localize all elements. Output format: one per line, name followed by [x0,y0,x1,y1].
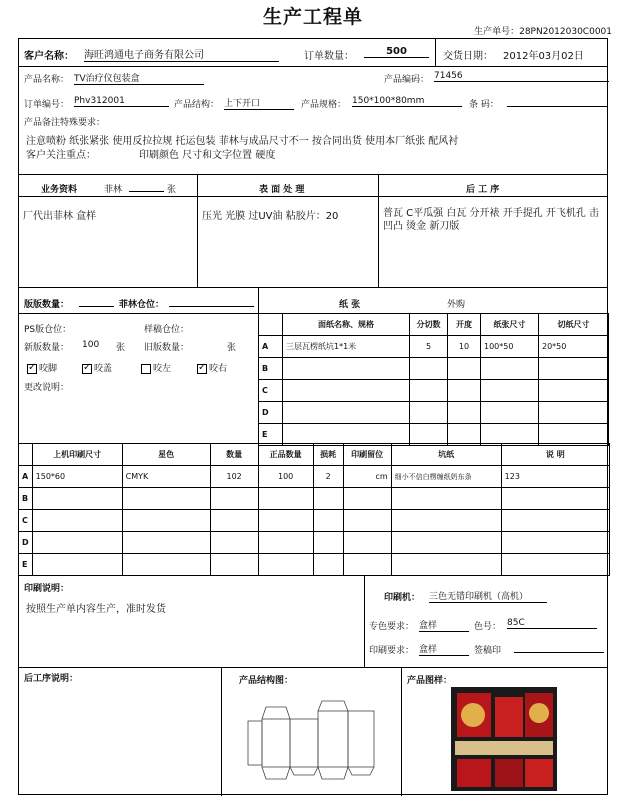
print-table [18,443,610,576]
paper-label: 纸 张 [339,300,361,310]
print-loss-cell[interactable]: 2 [313,466,343,488]
print-loss-cell[interactable] [313,510,343,532]
checkbox-icon [197,364,207,374]
order-no-label: 订单编号： [24,100,70,110]
paper-name-cell[interactable]: 三层瓦楞纸坑1*1米 [283,336,410,358]
print-good-cell[interactable]: 100 [258,466,313,488]
bite-cover-check[interactable] [82,361,112,374]
print-flute-cell[interactable]: 细小不信白楞缠纸奶东条 [391,466,501,488]
print-qty-cell[interactable] [210,532,258,554]
paper-table [258,313,609,446]
row-tag: D [259,402,283,424]
paper-cutsize-cell[interactable]: 20*50 [539,336,609,358]
print-flute-cell[interactable] [391,554,501,576]
page-title: 生产工程单 [262,6,363,28]
row-tag: B [259,358,283,380]
print-qty-cell[interactable] [210,554,258,576]
doc-number [474,24,612,37]
paper-cut-cell[interactable] [410,402,448,424]
new-qty-field[interactable]: 100 [82,340,100,350]
product-name-field[interactable]: TV治疗仪包装盒 [74,71,204,85]
paper-name-cell[interactable] [283,358,410,380]
print-note-cell[interactable]: 123 [501,466,609,488]
req-label: 印刷要求： [369,646,415,656]
print-good-cell[interactable] [258,554,313,576]
bite-right-label: 咬右 [209,364,228,374]
paper-type: 外购 [447,300,466,310]
print-header-size: 上机印刷尺寸 [32,444,122,466]
spec-field[interactable]: 150*100*80mm [352,96,462,107]
barcode-field[interactable] [507,96,607,107]
film-label: 菲林 [104,185,123,195]
print-header-loss: 损耗 [313,444,343,466]
bite-foot-check[interactable] [27,361,57,374]
print-good-cell[interactable] [258,488,313,510]
print-note-cell[interactable] [501,488,609,510]
surface-label: 表 面 处 理 [259,185,305,195]
film-qty-field[interactable] [129,181,164,192]
row-tag: C [19,510,33,532]
print-color-cell[interactable] [122,488,210,510]
row-tag: A [19,466,33,488]
ps-pos-label: PS版仓位： [24,325,72,335]
color-no-field[interactable]: 85C [507,618,597,629]
paper-open-cell[interactable] [448,380,481,402]
bite-cover-label: 咬盖 [94,364,113,374]
checkbox-icon [82,364,92,374]
req-field[interactable]: 盒样 [419,642,469,656]
print-margin-cell[interactable] [343,488,391,510]
order-no-field[interactable]: Phv312001 [74,96,169,107]
row-tag: E [259,424,283,446]
paper-header-cut: 分切数 [410,314,448,336]
spec-label: 产品规格： [301,100,347,110]
table-row [19,466,610,488]
sample-pos-label: 样稿仓位： [144,325,190,335]
order-qty-field[interactable]: 500 [364,46,429,58]
print-header-color: 星色 [122,444,210,466]
product-code-field[interactable]: 71456 [434,71,609,82]
print-note-cell[interactable] [501,510,609,532]
table-row [19,510,610,532]
plate-qty-field[interactable] [79,296,114,307]
print-loss-cell[interactable] [313,532,343,554]
film-unit: 张 [167,185,177,195]
color-no-label: 色号： [474,622,502,632]
paper-cut-cell[interactable] [410,380,448,402]
print-size-cell[interactable] [32,488,122,510]
checkbox-icon [27,364,37,374]
paper-cutsize-cell[interactable] [539,380,609,402]
machine-label: 印刷机： [384,593,421,603]
post-process-label: 后 工 序 [466,185,500,195]
customer-field[interactable]: 海旺鸿通电子商务有限公司 [84,46,279,62]
table-row [259,336,609,358]
old-qty-unit: 张 [227,343,237,353]
print-header-margin: 印刷留位 [343,444,391,466]
box-dieline-diagram [244,699,384,789]
plate-qty-label: 版版数量： [24,300,70,310]
paper-size-cell[interactable] [481,380,539,402]
spot-field[interactable]: 盒样 [419,618,469,632]
print-loss-cell[interactable] [313,488,343,510]
print-size-cell[interactable] [32,532,122,554]
notes-line: 注意喷粉 纸张紧张 使用反拉拉规 托运包装 菲林与成品尺寸不一 按合同出货 使用本厂纸张 配风衬 [26,136,459,147]
print-margin-cell[interactable] [343,554,391,576]
row-tag: D [19,532,33,554]
print-good-cell[interactable] [258,532,313,554]
post-notes-label: 后工序说明： [24,674,79,684]
checkbox-icon [141,364,151,374]
old-qty-label: 旧版数量： [144,343,190,353]
print-good-cell[interactable] [258,510,313,532]
table-row [259,358,609,380]
focus-field: 印刷颜色 尺寸和文字位置 硬度 [139,150,276,161]
business-label: 业务资料 [41,185,78,195]
print-color-cell[interactable]: CMYK [122,466,210,488]
print-header-good: 正品数量 [258,444,313,466]
doc-number-value: 28PN2012030C0001 [519,27,612,37]
print-size-cell[interactable] [32,554,122,576]
print-qty-cell[interactable] [210,488,258,510]
bite-foot-label: 咬脚 [39,364,58,374]
table-row [19,554,610,576]
print-flute-cell[interactable] [391,488,501,510]
sign-label: 签稿印 [474,646,502,656]
table-row [259,380,609,402]
notes-label: 产品备注特殊要求： [24,118,106,128]
paper-open-cell[interactable] [448,358,481,380]
post-process-content: 普瓦 C平瓜强 白瓦 分开裱 开手提孔 开飞机孔 击凹凸 烫金 新刀版 [383,208,600,232]
print-margin-cell[interactable] [343,532,391,554]
paper-cut-cell[interactable]: 5 [410,336,448,358]
bite-left-label: 咬左 [153,364,172,374]
row-tag: E [19,554,33,576]
print-notes-label: 印刷说明： [24,584,70,594]
table-row [259,402,609,424]
paper-size-cell[interactable]: 100*50 [481,336,539,358]
paper-name-cell[interactable] [283,402,410,424]
print-size-cell[interactable] [32,510,122,532]
surface-content: 压光 光膜 过UV油 粘胶片：20 [202,211,339,222]
structure-label: 产品结构： [174,100,220,110]
machine-field[interactable]: 三色无错印刷机（高机） [429,589,547,603]
print-color-cell[interactable] [122,532,210,554]
bite-right-check[interactable] [197,361,227,374]
paper-header-size: 纸张尺寸 [481,314,539,336]
paper-open-cell[interactable] [448,402,481,424]
print-header-note: 说 明 [501,444,609,466]
print-notes-content: 按照生产单内容生产，准时发货 [26,604,166,615]
table-row [19,532,610,554]
film-pos-field[interactable] [169,296,254,307]
print-margin-cell[interactable] [343,510,391,532]
structure-figure-label: 产品结构图： [239,676,294,686]
print-qty-cell[interactable] [210,510,258,532]
print-note-cell[interactable] [501,532,609,554]
row-tag: B [19,488,33,510]
product-name-label: 产品名称： [24,75,70,85]
customer-label: 客户名称： [24,51,74,62]
print-margin-cell[interactable]: cm [343,466,391,488]
business-content: 厂代出菲林 盒样 [23,211,97,222]
new-qty-unit: 张 [116,343,126,353]
structure-field[interactable]: 上下开口 [224,96,294,110]
table-row [19,488,610,510]
product-code-label: 产品编码： [384,75,430,85]
barcode-label: 条 码： [469,100,499,110]
paper-name-cell[interactable] [283,380,410,402]
sign-field[interactable] [514,642,604,653]
sample-figure-label: 产品图样： [407,676,453,686]
film-pos-label: 菲林仓位： [119,300,165,310]
paper-cutsize-cell[interactable] [539,358,609,380]
production-form [18,38,608,795]
print-flute-cell[interactable] [391,532,501,554]
order-qty-label: 订单数量： [304,51,354,62]
delivery-label: 交货日期： [443,51,493,62]
paper-cutsize-cell[interactable] [539,402,609,424]
new-qty-label: 新版数量： [24,343,70,353]
focus-label: 客户关注重点： [26,150,96,161]
spot-label: 专色要求： [369,622,415,632]
print-size-cell[interactable]: 150*60 [32,466,122,488]
change-label: 更改说明： [24,383,70,393]
paper-header-cutsize: 切纸尺寸 [539,314,609,336]
print-qty-cell[interactable]: 102 [210,466,258,488]
paper-header-name: 面纸名称、规格 [283,314,410,336]
paper-open-cell[interactable]: 10 [448,336,481,358]
print-flute-cell[interactable] [391,510,501,532]
paper-header-open: 开度 [448,314,481,336]
paper-size-cell[interactable] [481,402,539,424]
paper-size-cell[interactable] [481,358,539,380]
paper-cut-cell[interactable] [410,358,448,380]
doc-number-label: 生产单号： [474,27,520,37]
print-header-qty: 数量 [210,444,258,466]
row-tag: C [259,380,283,402]
delivery-field[interactable]: 2012年03月02日 [503,51,584,62]
print-note-cell[interactable] [501,554,609,576]
print-color-cell[interactable] [122,510,210,532]
product-sample-image [451,687,557,791]
bite-left-check[interactable] [141,361,171,374]
print-loss-cell[interactable] [313,554,343,576]
print-color-cell[interactable] [122,554,210,576]
print-header-flute: 坑纸 [391,444,501,466]
row-tag: A [259,336,283,358]
